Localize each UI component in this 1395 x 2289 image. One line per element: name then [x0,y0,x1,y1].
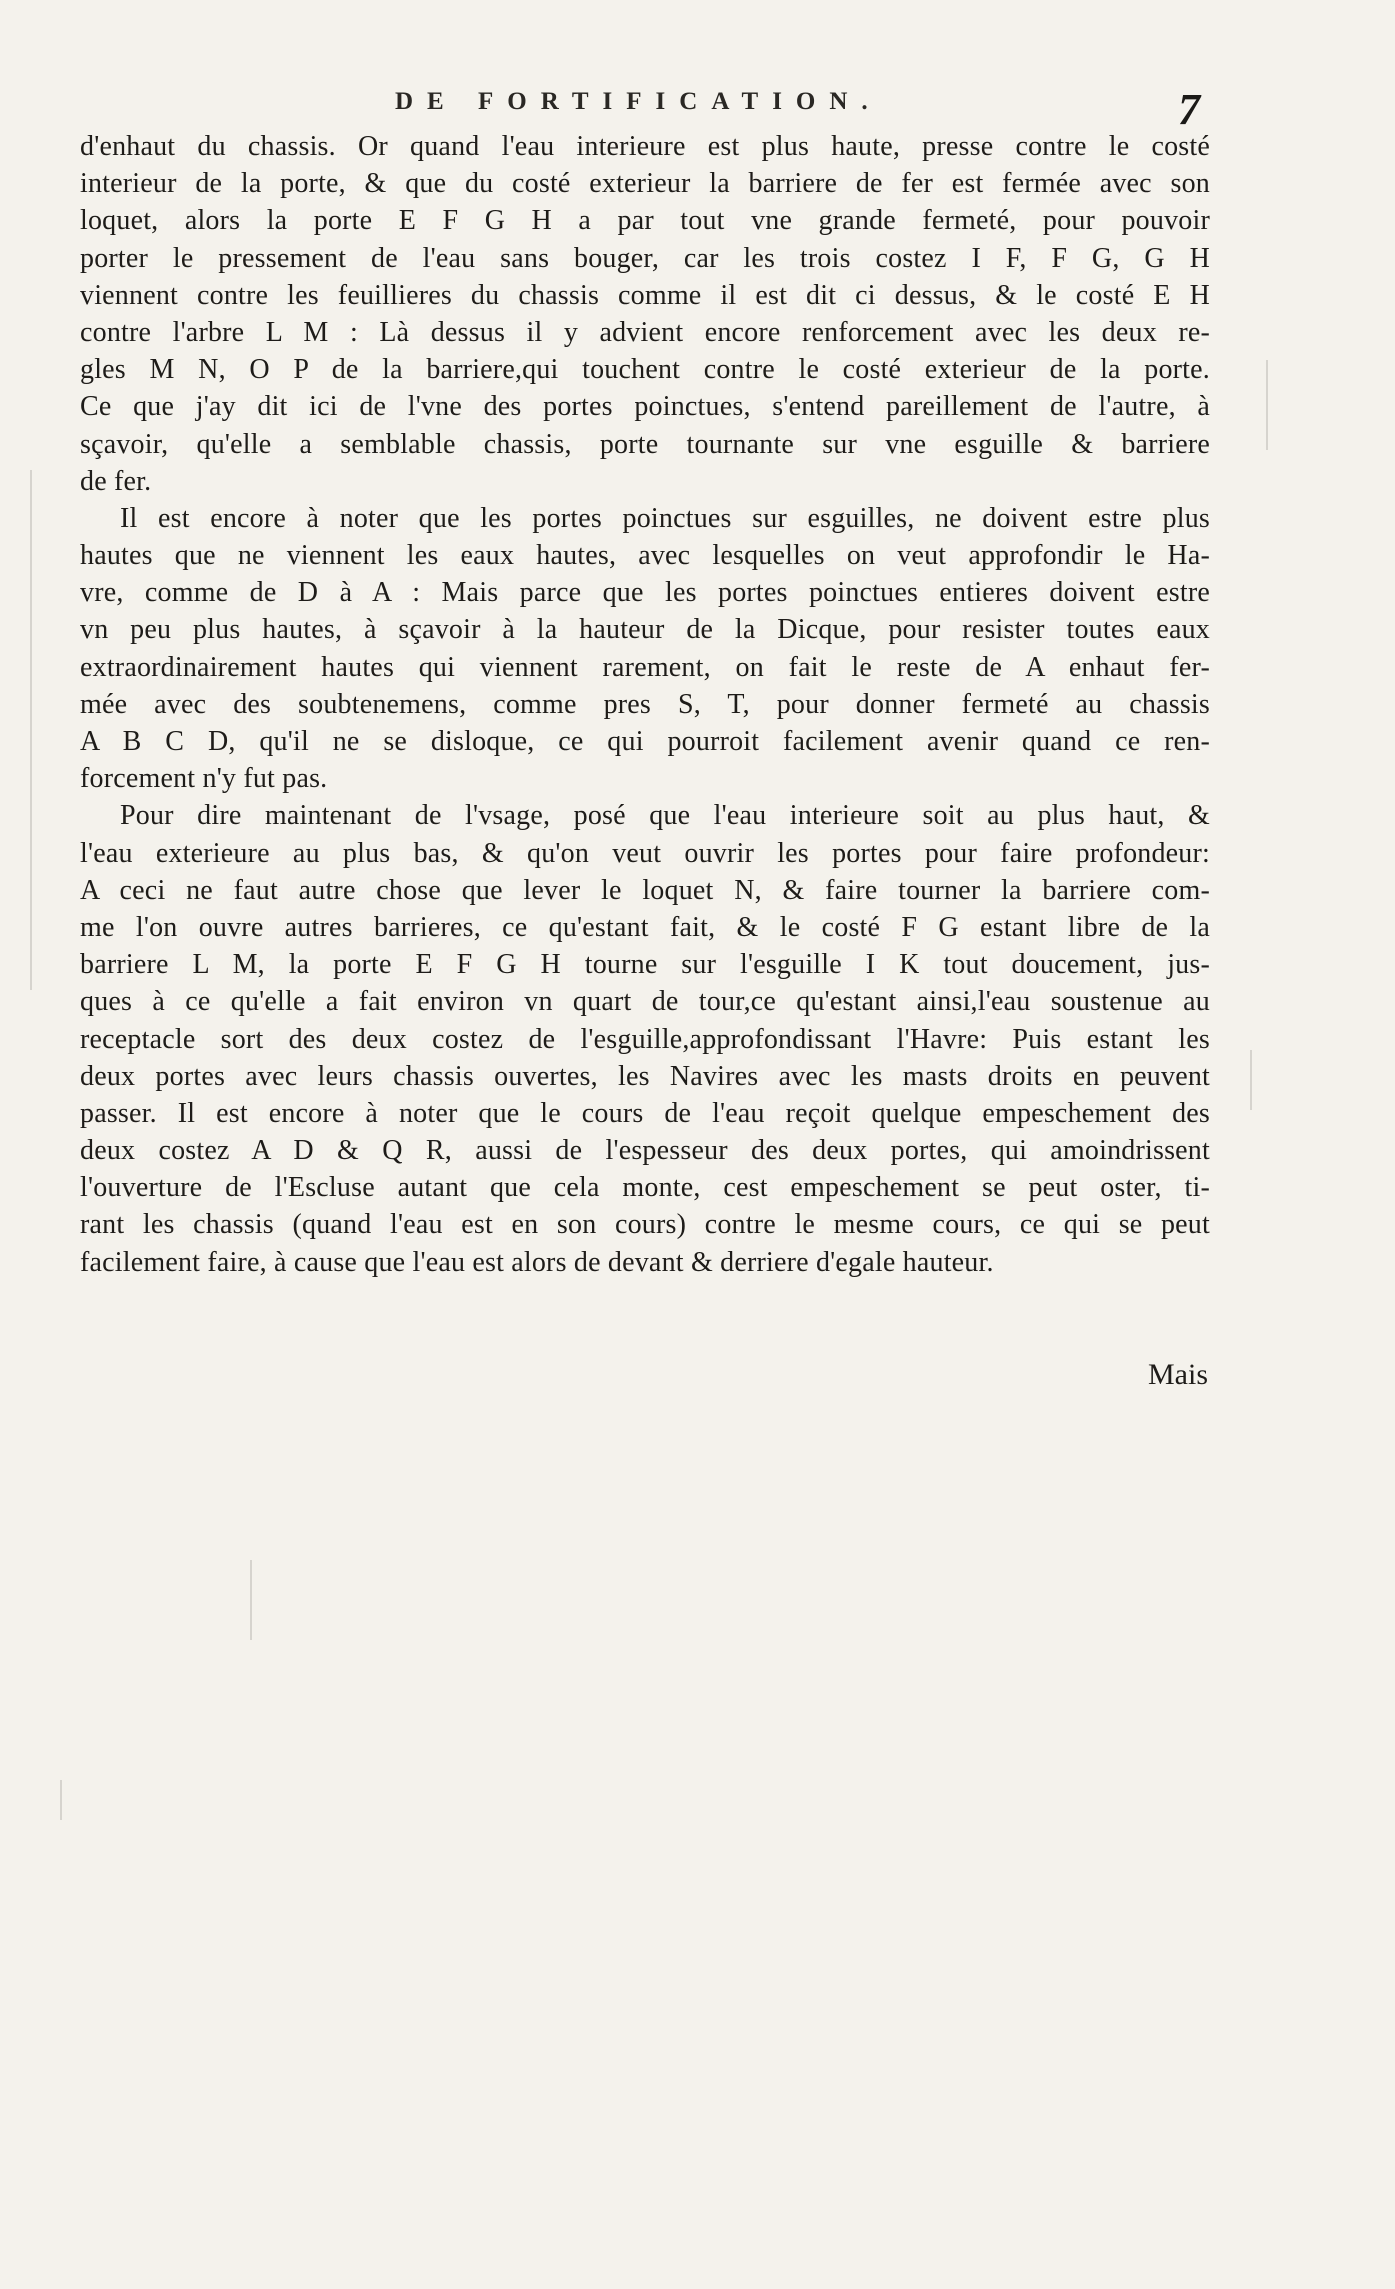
text-line: extraordinairement hautes qui viennent rarement, on fait le reste de A enhaut fer- [80,651,1210,683]
page-number: 7 [1178,85,1200,134]
text-line: interieur de la porte, & que du costé exterieur la barriere de fer est fermée avec son [80,168,1210,200]
text-line: sçavoir, qu'elle a semblable chassis, porte tournante sur vne esguille & barriere [80,428,1210,460]
text-line: Ce que j'ay dit ici de l'vne des portes poinctues, s'entend pareillement de l'autre, à [80,391,1210,423]
text-line: facilement faire, à cause que l'eau est alors de devant & derriere d'egale hauteur. [80,1246,994,1278]
bleed-through-mark [30,470,32,990]
text-line: porter le pressement de l'eau sans bouger, car les trois costez I F, F G, G H [80,242,1210,274]
bleed-through-mark [60,1780,62,1820]
text-line: barriere L M, la porte E F G H tourne sur l'esguille I K tout doucement, jus- [80,949,1210,981]
catchword: Mais [1148,1358,1208,1391]
text-line: hautes que ne viennent les eaux hautes, avec lesquelles on veut approfondir le Ha- [80,540,1210,572]
text-line: A ceci ne faut autre chose que lever le loquet N, & faire tourner la barriere com- [80,874,1210,906]
bleed-through-mark [1266,360,1268,450]
text-line: receptacle sort des deux costez de l'esguille,approfondissant l'Havre: Puis estant les [80,1023,1210,1055]
text-line: A B C D, qu'il ne se disloque, ce qui pourroit facilement avenir quand ce ren- [80,726,1210,757]
text-line: Pour dire maintenant de l'vsage, posé que l'eau interieure soit au plus haut, & [120,800,1210,832]
paragraph [80,797,1210,1280]
text-line: rant les chassis (quand l'eau est en son cours) contre le mesme cours, ce qui se peut [80,1209,1210,1241]
body-text [80,128,1210,1281]
text-line: viennent contre les feuillieres du chassis comme il est dit ci dessus, & le costé E H [80,279,1210,311]
bleed-through-mark [1250,1050,1252,1110]
text-line: passer. Il est encore à noter que le cours de l'eau reçoit quelque empeschement des [80,1097,1210,1129]
paragraph [80,128,1210,500]
text-line: loquet, alors la porte E F G H a par tout vne grande fermeté, pour pouvoir [80,205,1210,237]
text-line: mée avec des soubtenemens, comme pres S, T, pour donner fermeté au chassis [80,688,1210,720]
running-title: DE FORTIFICATION. [395,88,882,115]
text-line: forcement n'y fut pas. [80,763,328,795]
text-line: deux portes avec leurs chassis ouvertes, les Navires avec les masts droits en peuvent [80,1060,1210,1092]
paragraph [80,500,1210,798]
text-line: me l'on ouvre autres barrieres, ce qu'estant fait, & le costé F G estant libre de la [80,911,1210,943]
text-line: vre, comme de D à A : Mais parce que les portes poinctues entieres doivent estre [80,577,1210,609]
text-line: Il est encore à noter que les portes poinctues sur esguilles, ne doivent estre plus [120,502,1210,534]
text-line: de fer. [80,465,152,497]
text-line: gles M N, O P de la barriere,qui touchent contre le costé exterieur de la porte. [80,354,1210,386]
text-line: ques à ce qu'elle a fait environ vn quart de tour,ce qu'estant ainsi,l'eau soustenue au [80,986,1210,1018]
bleed-through-mark [250,1560,252,1640]
text-line: contre l'arbre L M : Là dessus il y advient encore renforcement avec les deux re- [80,316,1210,348]
text-line: l'ouverture de l'Escluse autant que cela monte, cest empeschement se peut oster, ti- [80,1172,1210,1204]
text-line: vn peu plus hautes, à sçavoir à la hauteur de la Dicque, pour resister toutes eaux [80,614,1210,646]
text-line: deux costez A D & Q R, aussi de l'espesseur des deux portes, qui amoindrissent [80,1135,1210,1167]
text-line: l'eau exterieure au plus bas, & qu'on veut ouvrir les portes pour faire profondeur: [80,837,1210,869]
text-line: d'enhaut du chassis. Or quand l'eau interieure est plus haute, presse contre le costé [80,131,1210,162]
